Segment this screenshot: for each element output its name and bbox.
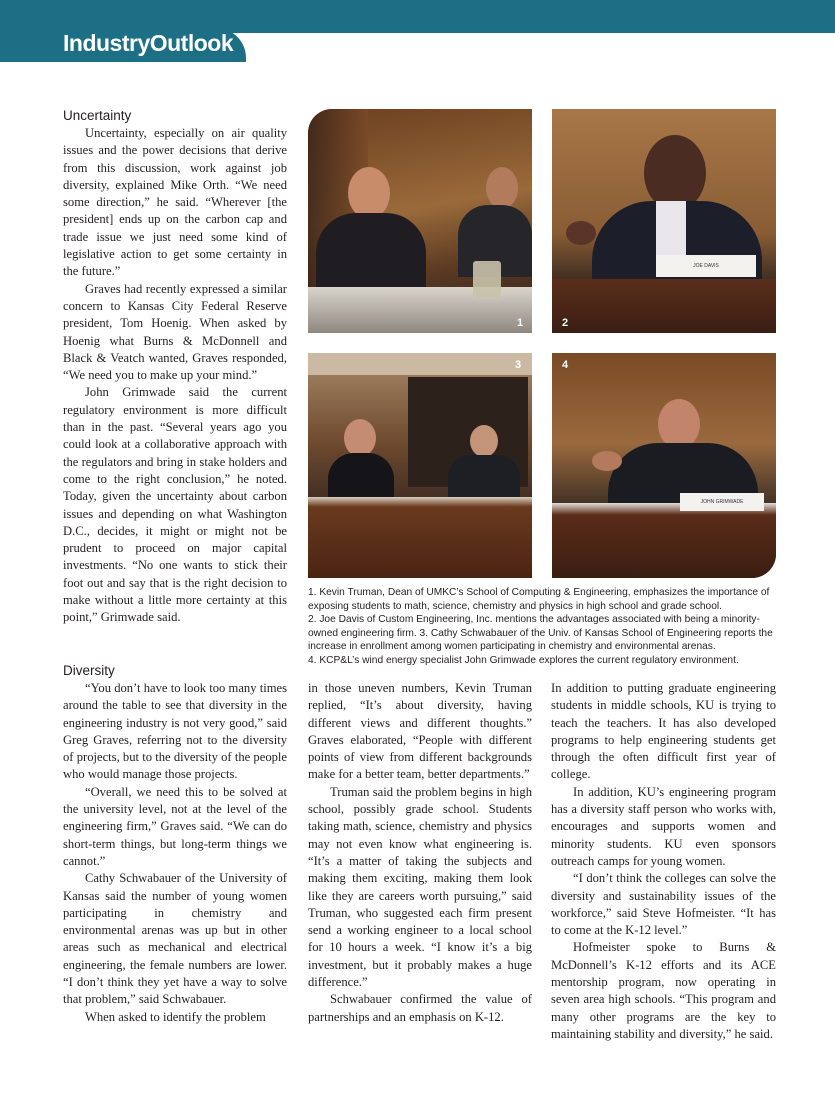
photo-cathy-schwabauer <box>308 353 532 578</box>
person-head <box>348 167 390 219</box>
photo-number: 1 <box>517 317 524 329</box>
caption-line: 4. KCP&L’s wind energy specialist John Grimwade explores the current regulatory environment. <box>308 654 739 666</box>
photo-caption <box>308 586 786 668</box>
photo-john-grimwade <box>552 353 776 578</box>
paragraph: When asked to identify the problem <box>85 1009 266 1024</box>
hand <box>566 221 596 245</box>
person-head <box>344 419 376 457</box>
person-suit <box>448 455 520 501</box>
hand <box>592 451 622 471</box>
paragraph: Hofmeister spoke to Burns & McDonnell’s K-12 efforts and its ACE mentorship program, now operating in seven area high schools. “This program and many other programs are the key to maintaining stability and diversity,” he said. <box>551 940 776 1041</box>
paragraph: Graves had recently expressed a similar concern to Kansas City Federal Reserve president, Tom Hoenig. When asked by Hoenig what Burns & McDonnell and Black & Veatch wanted, Graves responded, “We need you to make up your mind.” <box>63 281 287 383</box>
person-suit <box>316 213 426 297</box>
diversity-heading: Diversity <box>63 663 115 678</box>
table-surface <box>308 497 532 578</box>
photo-number: 3 <box>515 359 522 371</box>
person-head <box>658 399 700 449</box>
name-placard: JOE DAVIS <box>656 255 756 277</box>
glass <box>473 261 501 297</box>
paragraph: John Grimwade said the current regulatory environment is more difficult than in the past. “Several years ago you could look at a collaborative approach with the regulators and bring in stake holders and come to the right conclusion,” he noted. Today, given the uncertainty about carbon issues and depending on what Washington D.C., decides, it might or might not be prudent to proceed on major capital investments. “No one wants to stick their foot out and say that is the right decision to make without a little more certainty at this point,” Grimwade said. <box>63 385 287 625</box>
caption-line: 1. Kevin Truman, Dean of UMKC’s School of Computing & Engineering, emphasizes the importance of exposing students to math, science, chemistry and physics in high school and grade school. <box>308 587 770 612</box>
paragraph: In addition to putting graduate engineering students in middle schools, KU is trying to teach the teachers. It has also developed programs to help engineering students get through the often difficult first year of college. <box>551 681 776 782</box>
paragraph: Schwabauer confirmed the value of partnerships and an emphasis on K-12. <box>308 992 532 1024</box>
ceiling <box>308 353 532 375</box>
paragraph: Cathy Schwabauer of the University of Kansas said the number of young women participating in chemistry and environmental arenas was up but in other areas such as mechanical and electrical engineering, the female numbers are lower. “I don’t think they yet have a way to solve that problem,” said Schwabauer. <box>63 871 287 1007</box>
paragraph: In addition, KU’s engineering program has a diversity staff person who works with, encourages and supports women and minority students. KU even sponsors outreach camps for young women. <box>551 784 776 868</box>
diversity-column-right <box>551 680 776 1043</box>
person-head <box>470 425 498 457</box>
paragraph: Truman said the problem begins in high school, possibly grade school. Students taking math, science, chemistry and physics may not even know what engineering is. “It’s a matter of taking the subjects and making them exciting, making them look like they are careers worth pursuing,” said Truman, who suggested each firm present send a working engineer to a local school for 10 hours a week. “I know it’s a big investment, but it probably makes a huge difference.” <box>308 784 532 990</box>
person-suit <box>328 453 394 501</box>
photo-number: 2 <box>562 317 569 329</box>
shirt <box>656 201 686 261</box>
photo-number: 4 <box>562 359 569 371</box>
person-head <box>486 167 518 209</box>
paragraph: “Overall, we need this to be solved at the university level, not at the level of the engineering firm,” Graves said. “We can do short-term things, but long-term things we cannot.” <box>63 784 287 868</box>
diversity-section <box>63 662 287 1026</box>
person-head <box>644 135 706 211</box>
photo-joe-davis <box>552 109 776 333</box>
name-placard: JOHN GRIMWADE <box>680 493 764 511</box>
paragraph: “I don’t think the colleges can solve the diversity and sustainability issues of the workforce,” said Steve Hofmeister. “It has to come at the K-12 level.” <box>551 871 776 938</box>
section-title: IndustryOutlook <box>63 30 234 56</box>
table-surface <box>552 503 776 578</box>
paragraph: Uncertainty, especially on air quality issues and the power decisions that derive from this discussion, work against job diversity, explained Mike Orth. “We need some direction,” he said. “Wherever [the president] ends up on the carbon cap and trade issue we just need some kind of legislative action to get some certainty in the future.” <box>63 126 287 279</box>
uncertainty-section <box>63 107 287 627</box>
paragraph: “You don’t have to look too many times around the table to see that diversity in the engineering industry is not very good,” said Greg Graves, referring not to the diversity of projects, but to the diversity of the people who would manage those projects. <box>63 681 287 782</box>
diversity-column-middle <box>308 680 532 1026</box>
uncertainty-heading: Uncertainty <box>63 108 132 123</box>
photo-kevin-truman <box>308 109 532 333</box>
caption-line: 2. Joe Davis of Custom Engineering, Inc. mentions the advantages associated with being a minority-owned engineering firm. 3. Cathy Schwabauer of the Univ. of Kansas School of Engineering reports the increase in enrollment among women participating in chemistry and environmental arenas. <box>308 614 773 653</box>
paragraph: in those uneven numbers, Kevin Truman replied, “It’s about diversity, having different views and different thoughts.” Graves elaborated, “People with different points of view from different backgrounds make for a better team, better departments.” <box>308 681 532 782</box>
table-surface <box>552 279 776 333</box>
